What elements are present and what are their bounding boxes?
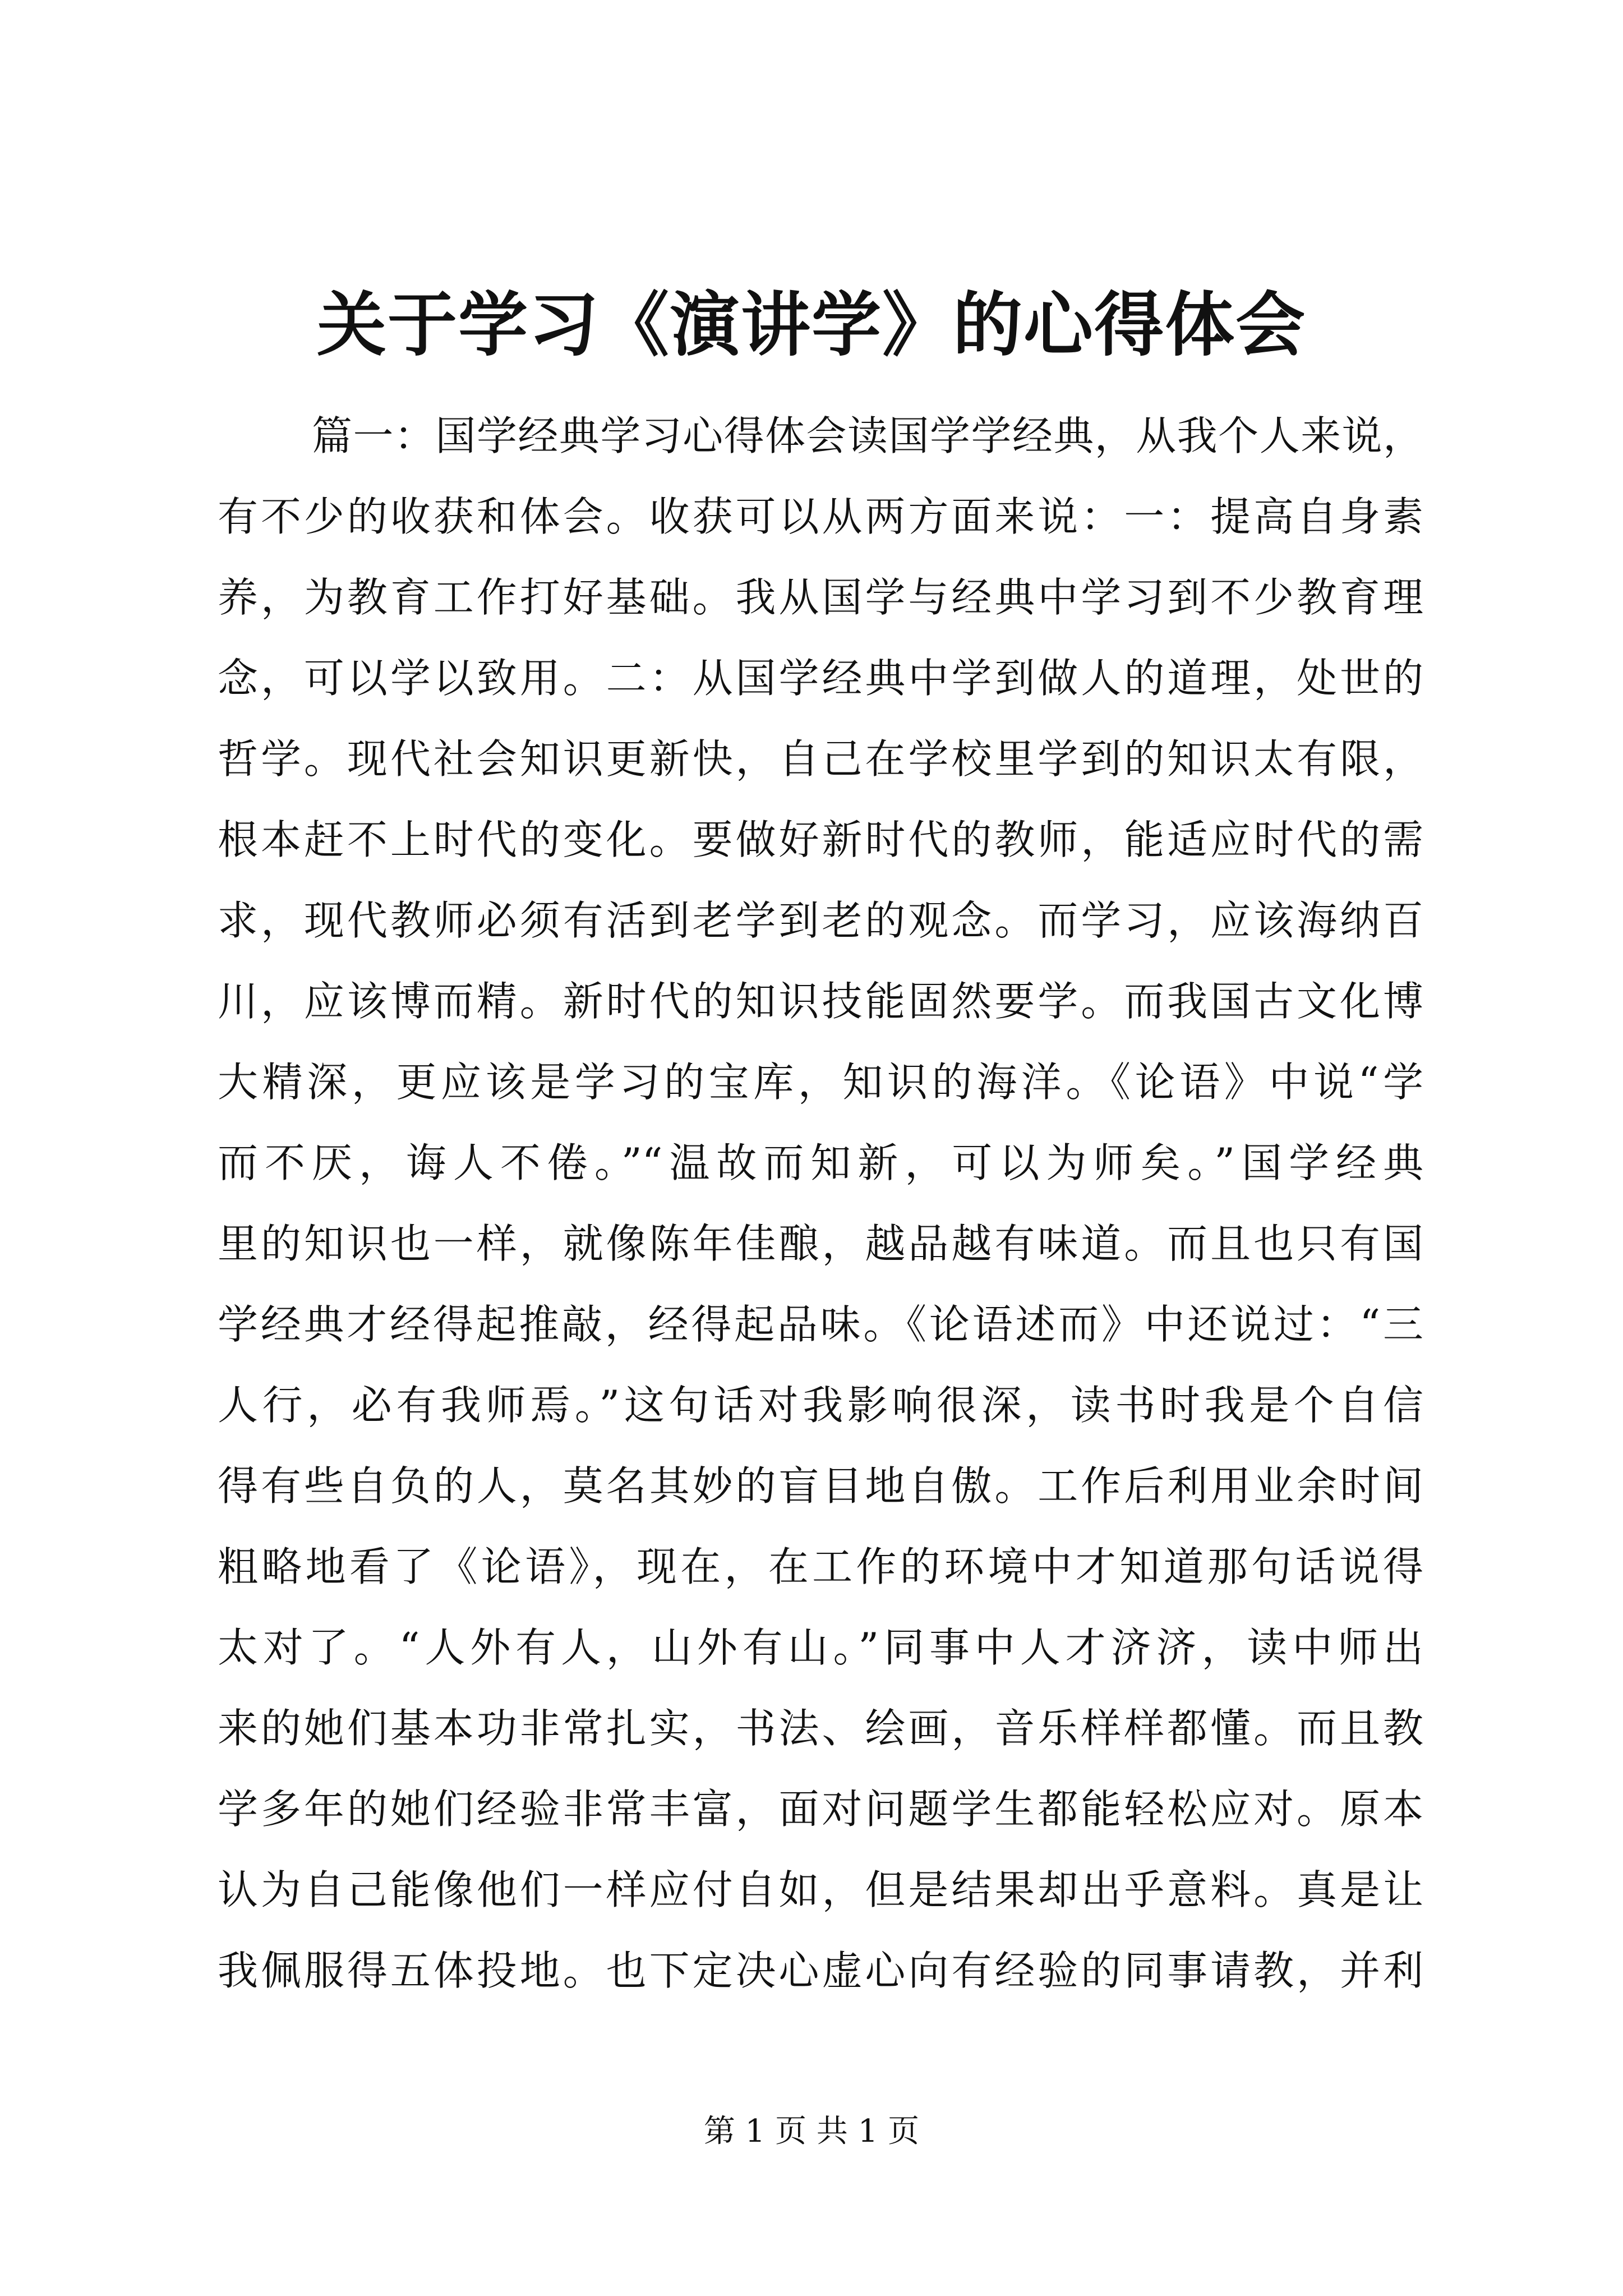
body-line: 求，现代教师必须有活到老学到老的观念。而学习，应该海纳百 xyxy=(218,897,1423,944)
body-line: 来的她们基本功非常扎实，书法、绘画，音乐样样都懂。而且教 xyxy=(218,1705,1423,1752)
body-line: 而不厌，诲人不倦。”“温故而知新，可以为师矣。”国学经典 xyxy=(218,1139,1423,1186)
body-line: 学多年的她们经验非常丰富，面对问题学生都能轻松应对。原本 xyxy=(218,1786,1423,1833)
body-line: 认为自己能像他们一样应付自如，但是结果却出乎意料。真是让 xyxy=(218,1866,1423,1913)
body-line: 养，为教育工作打好基础。我从国学与经典中学习到不少教育理 xyxy=(218,574,1423,621)
body-line: 里的知识也一样，就像陈年佳酿，越品越有味道。而且也只有国 xyxy=(218,1220,1423,1267)
body-line: 念，可以学以致用。二：从国学经典中学到做人的道理，处世的 xyxy=(218,655,1423,702)
body-line: 川，应该博而精。新时代的知识技能固然要学。而我国古文化博 xyxy=(218,978,1423,1025)
body-line: 粗略地看了《论语》，现在，在工作的环境中才知道那句话说得 xyxy=(218,1543,1423,1590)
document-title: 关于学习《演讲学》的心得体会 xyxy=(316,284,1306,366)
body-line: 得有些自负的人，莫名其妙的盲目地自傲。工作后利用业余时间 xyxy=(218,1462,1423,1510)
body-line: 哲学。现代社会知识更新快，自己在学校里学到的知识太有限， xyxy=(218,735,1423,783)
body-line: 有不少的收获和体会。收获可以从两方面来说：一：提高自身素 xyxy=(218,493,1423,540)
body-line: 太对了。“人外有人，山外有山。”同事中人才济济，读中师出 xyxy=(218,1624,1423,1671)
body-line: 大精深，更应该是学习的宝库，知识的海洋。《论语》中说“学 xyxy=(218,1059,1423,1106)
page-footer: 第 1 页 共 1 页 xyxy=(703,2113,920,2150)
body-line: 篇一：国学经典学习心得体会读国学学经典，从我个人来说， xyxy=(312,412,1423,459)
body-line: 学经典才经得起推敲，经得起品味。《论语述而》中还说过：“三 xyxy=(218,1301,1423,1348)
body-line: 人行，必有我师焉。”这句话对我影响很深，读书时我是个自信 xyxy=(218,1382,1423,1429)
document-body xyxy=(218,395,1423,2011)
body-line: 我佩服得五体投地。也下定决心虚心向有经验的同事请教，并利 xyxy=(218,1947,1423,1994)
body-line: 根本赶不上时代的变化。要做好新时代的教师，能适应时代的需 xyxy=(218,816,1423,863)
